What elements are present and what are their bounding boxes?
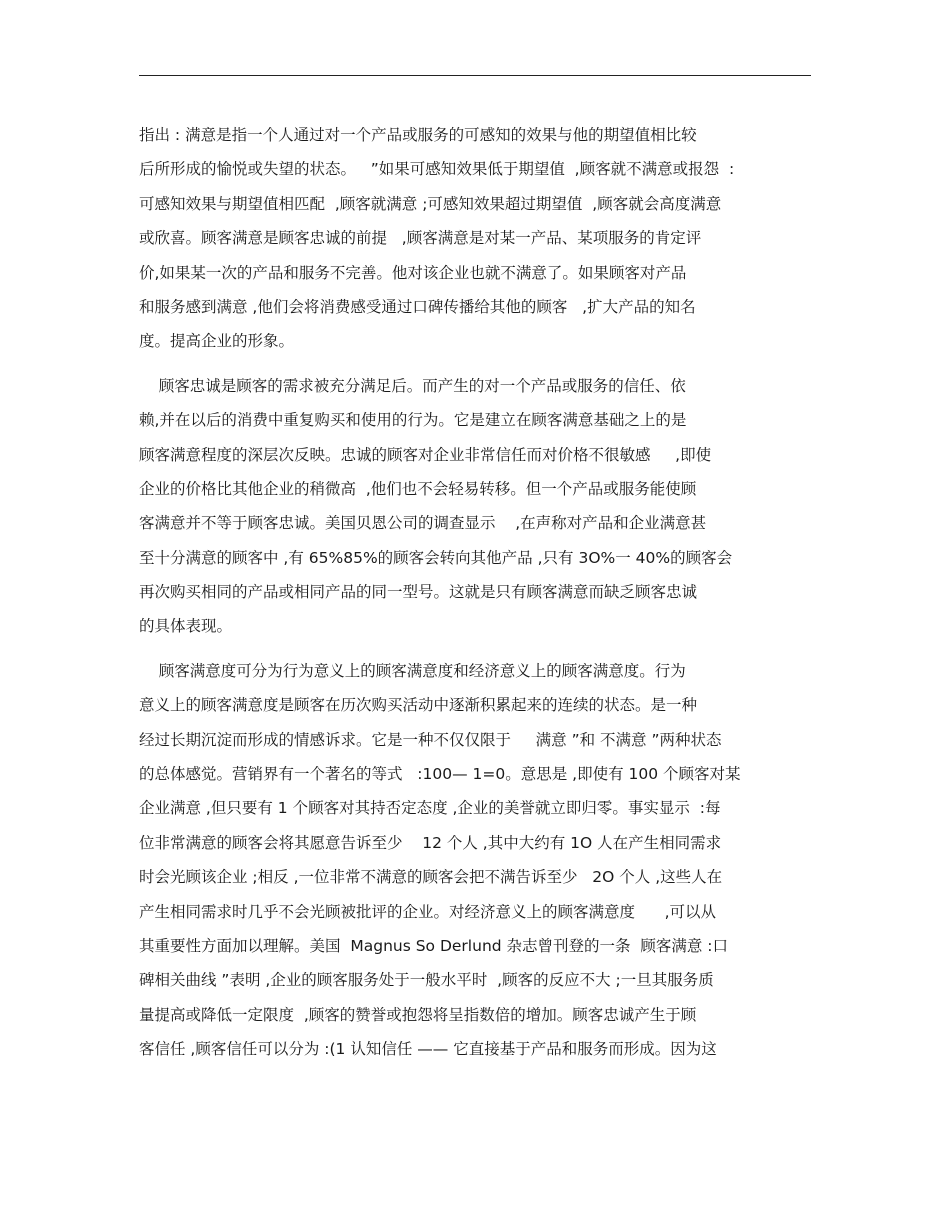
text-line: 顾客满意度可分为行为意义上的顾客满意度和经济意义上的顾客满意度。行为	[139, 661, 686, 680]
text-line: 的总体感觉。营销界有一个著名的等式 :100— 1=0。意思是 ,即使有 100 个顾客对某	[139, 765, 741, 784]
text-line: 后所形成的愉悦或失望的状态。 ”如果可感知效果低于期望值 ,顾客就不满意或报怨 :	[139, 160, 735, 179]
text-line: 度。提高企业的形象。	[139, 332, 295, 351]
text-line: 的具体表现。	[139, 617, 233, 636]
text-line: 时会光顾该企业 ;相反 ,一位非常不满意的顾客会把不满告诉至少 2O 个人 ,这些人在	[139, 868, 723, 887]
text-line: 或欣喜。顾客满意是顾客忠诚的前提 ,顾客满意是对某一产品、某项服务的肯定评	[139, 229, 702, 248]
text-line: 顾客满意程度的深层次反映。忠诚的顾客对企业非常信任而对价格不很敏感 ,即使	[139, 445, 712, 464]
document-body	[139, 118, 811, 1067]
paragraph-3	[139, 654, 811, 1067]
text-line: 指出 : 满意是指一个人通过对一个产品或服务的可感知的效果与他的期望值相比较	[139, 126, 697, 144]
text-line: 其重要性方面加以理解。美国 Magnus So Derlund 杂志曾刊登的一条 顾客满意 :口	[139, 936, 729, 955]
text-line: 客满意并不等于顾客忠诚。美国贝恩公司的调查显示 ,在声称对产品和企业满意甚	[139, 514, 707, 533]
text-line: 顾客忠诚是顾客的需求被充分满足后。而产生的对一个产品或服务的信任、依	[139, 376, 686, 395]
text-line: 量提高或降低一定限度 ,顾客的赞誉或抱怨将呈指数倍的增加。顾客忠诚产生于顾	[139, 1005, 697, 1024]
text-line: 位非常满意的顾客会将其愿意告诉至少 12 个人 ,其中大约有 1O 人在产生相同需求	[139, 833, 722, 852]
header-rule	[139, 75, 811, 76]
paragraph-1	[139, 118, 811, 359]
text-line: 价,如果某一次的产品和服务不完善。他对该企业也就不满意了。如果顾客对产品	[139, 263, 687, 282]
text-line: 至十分满意的顾客中 ,有 65%85%的顾客会转向其他产品 ,只有 3O%一 40%的顾客会	[139, 548, 733, 567]
paragraph-2	[139, 369, 811, 644]
text-line: 企业满意 ,但只要有 1 个顾客对其持否定态度 ,企业的美誉就立即归零。事实显示 :每	[139, 799, 721, 818]
text-line: 赖,并在以后的消费中重复购买和使用的行为。它是建立在顾客满意基础之上的是	[139, 411, 687, 430]
text-line: 再次购买相同的产品或相同产品的同一型号。这就是只有顾客满意而缺乏顾客忠诚	[139, 583, 698, 602]
text-line: 碑相关曲线 ”表明 ,企业的顾客服务处于一般水平时 ,顾客的反应不大 ;一旦其服务质	[139, 971, 714, 990]
text-line: 和服务感到满意 ,他们会将消费感受通过口碑传播给其他的顾客 ,扩大产品的知名	[139, 297, 696, 316]
text-line: 经过长期沉淀而形成的情感诉求。它是一种不仅仅限于 满意 ”和 不满意 ”两种状态	[139, 730, 722, 749]
text-line: 产生相同需求时几乎不会光顾被批评的企业。对经济意义上的顾客满意度 ,可以从	[139, 902, 716, 921]
text-line: 意义上的顾客满意度是顾客在历次购买活动中逐渐积累起来的连续的状态。是一种	[139, 696, 698, 715]
text-line: 可感知效果与期望值相匹配 ,顾客就满意 ;可感知效果超过期望值 ,顾客就会高度满意	[139, 194, 722, 213]
text-line: 客信任 ,顾客信任可以分为 :(1 认知信任 —— 它直接基于产品和服务而形成。因为这	[139, 1040, 717, 1059]
text-line: 企业的价格比其他企业的稍微高 ,他们也不会轻易转移。但一个产品或服务能使顾	[139, 479, 697, 498]
